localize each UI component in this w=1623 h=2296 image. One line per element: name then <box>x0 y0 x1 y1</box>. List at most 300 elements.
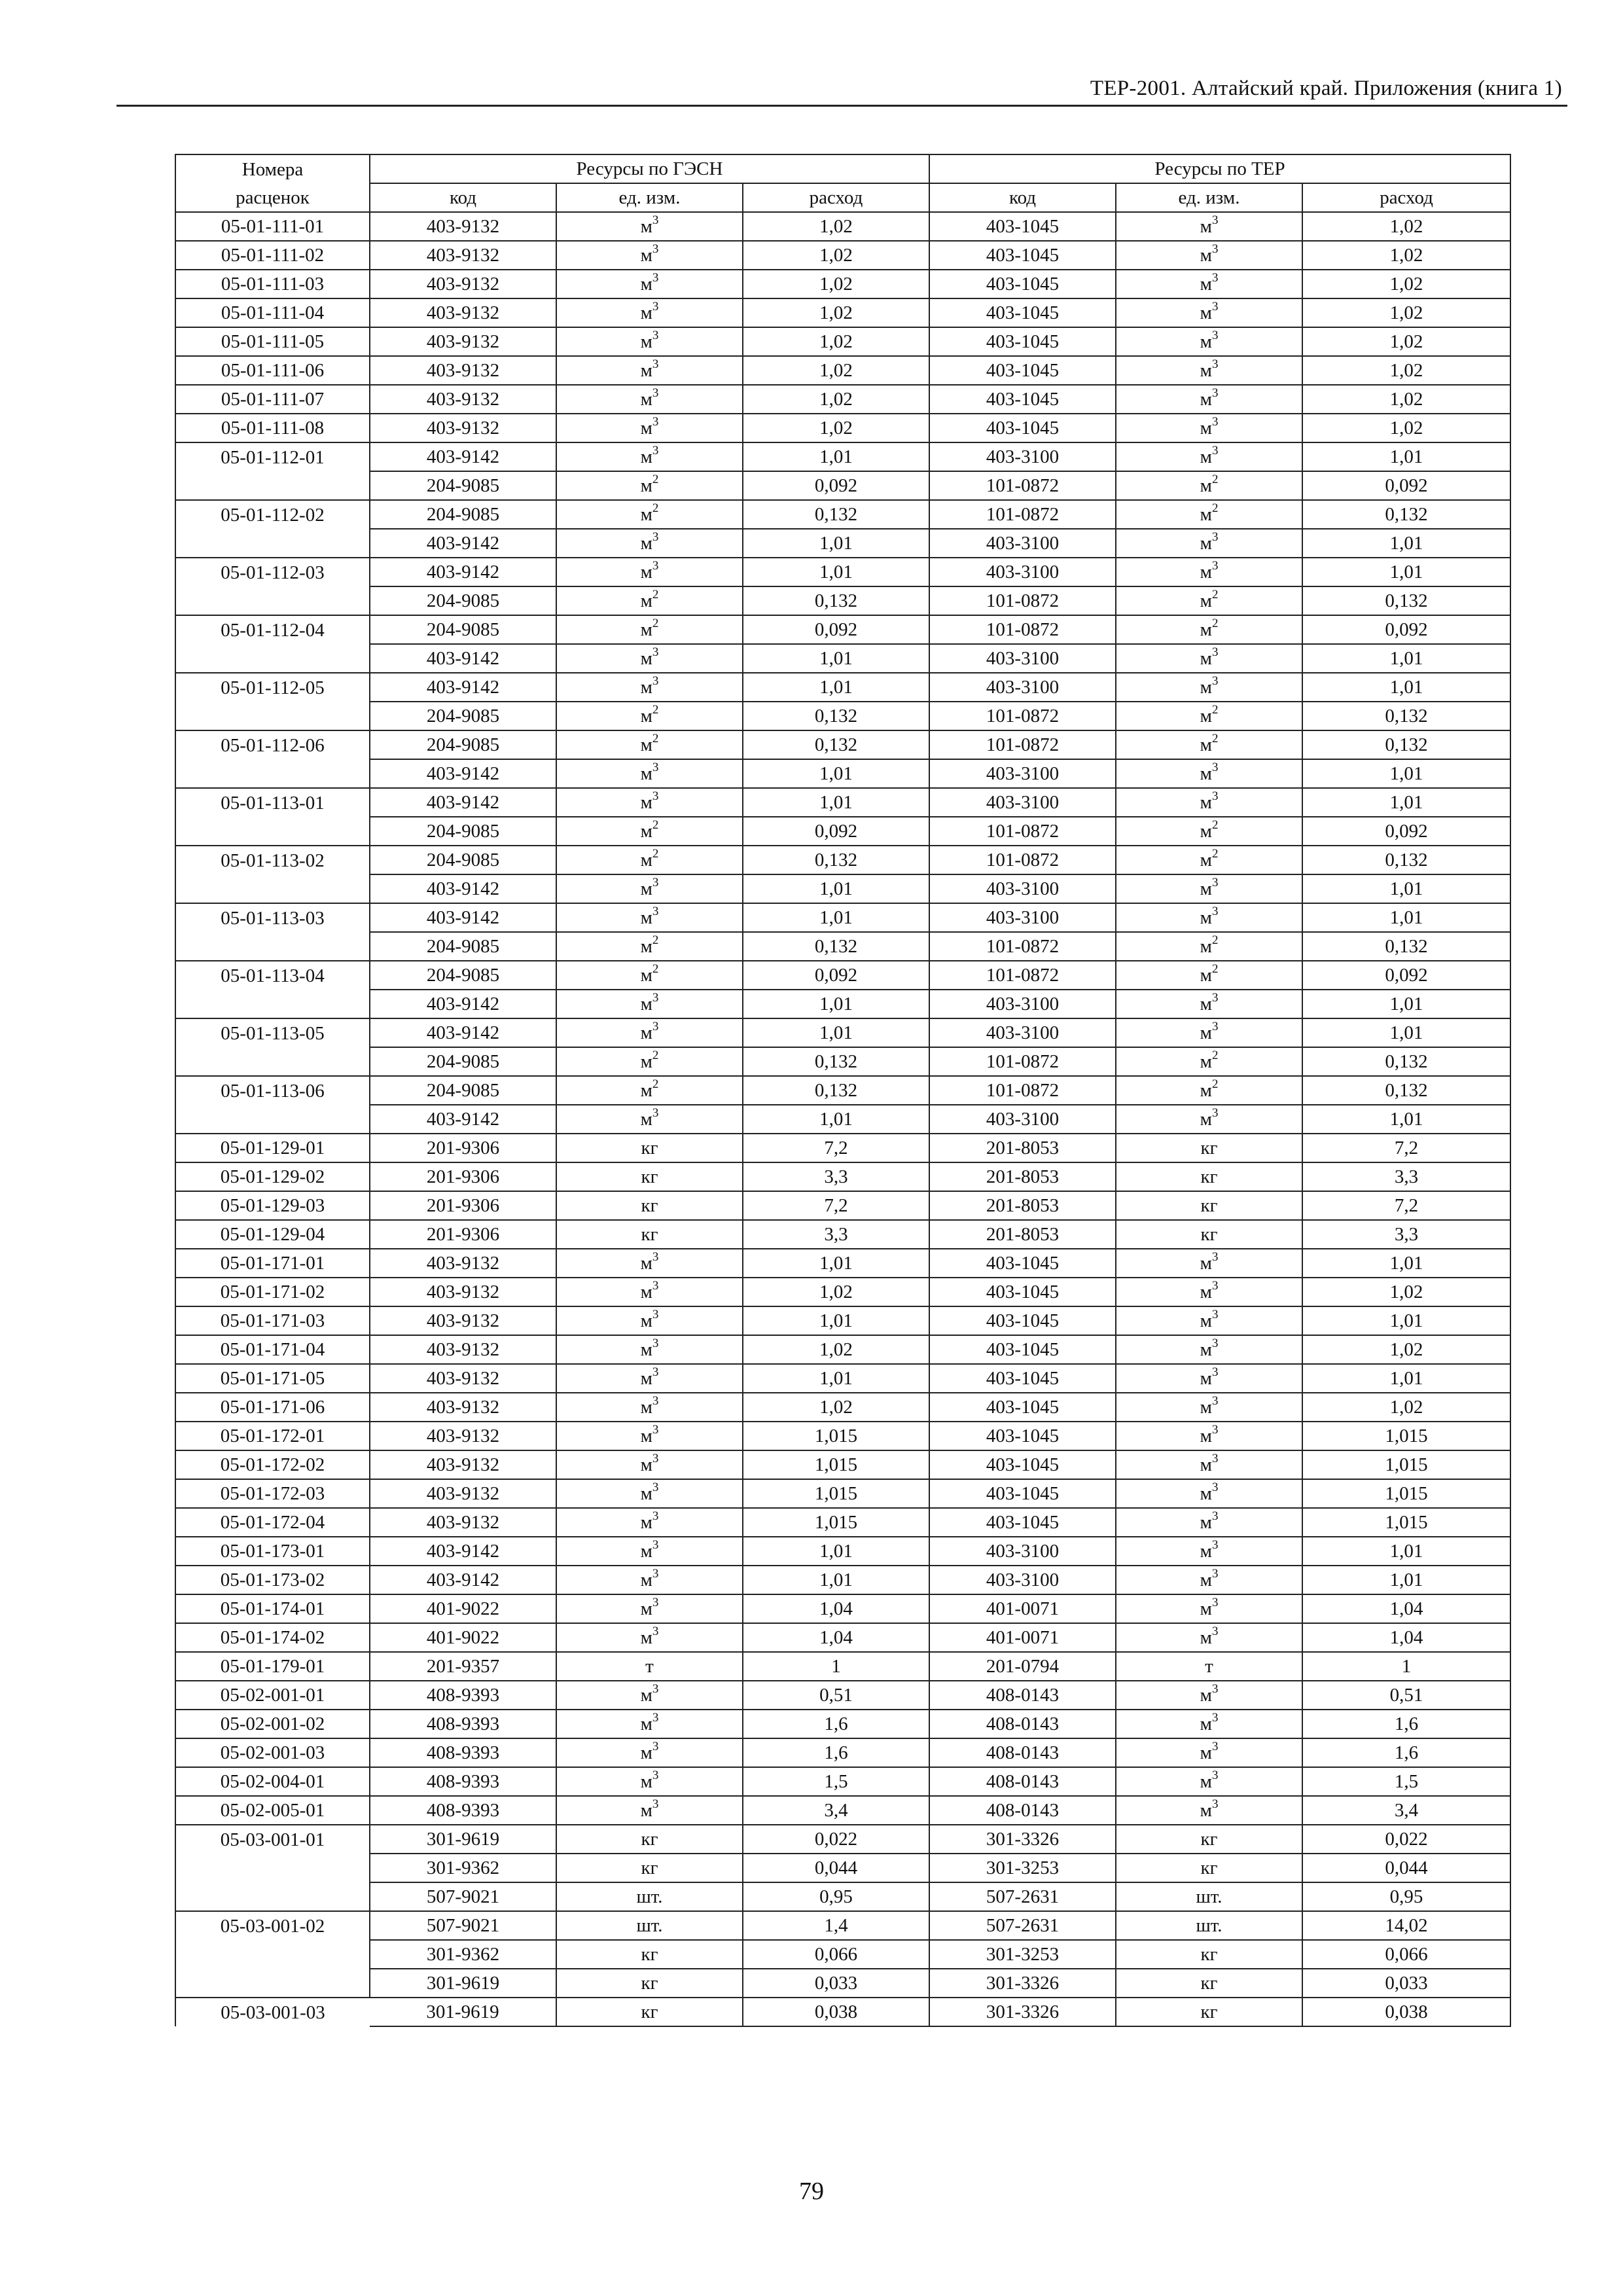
gesn-amount-cell: 0,092 <box>743 817 929 846</box>
table-row <box>175 1335 1510 1364</box>
ter-unit-cell: $м^3$ <box>1116 1450 1302 1479</box>
table-row <box>175 1162 1510 1191</box>
rate-number-cell <box>175 586 370 615</box>
rate-number-cell: 05-02-005-01 <box>175 1796 370 1825</box>
gesn-code-cell: 301-9619 <box>370 1998 556 2026</box>
gesn-amount-cell: 1,01 <box>743 1306 929 1335</box>
ter-amount-cell: 1,01 <box>1302 1306 1510 1335</box>
gesn-code-cell: 403-9142 <box>370 529 556 558</box>
gesn-amount-cell: 1,4 <box>743 1911 929 1940</box>
header-ter-unit: ед. изм. <box>1116 183 1302 212</box>
ter-amount-cell: 3,3 <box>1302 1220 1510 1249</box>
ter-code-cell: 101-0872 <box>929 932 1116 961</box>
ter-code-cell: 403-1045 <box>929 414 1116 442</box>
table-row <box>175 270 1510 298</box>
table-row <box>175 1854 1510 1882</box>
table-row <box>175 1594 1510 1623</box>
ter-unit-cell: $м^3$ <box>1116 1796 1302 1825</box>
rate-number-cell: 05-03-001-03 <box>175 1998 370 2026</box>
ter-unit-cell: $м^3$ <box>1116 788 1302 817</box>
ter-code-cell: 301-3326 <box>929 1998 1116 2026</box>
ter-code-cell: 403-1045 <box>929 1306 1116 1335</box>
gesn-amount-cell: 1,02 <box>743 414 929 442</box>
table-row <box>175 615 1510 644</box>
gesn-unit-cell: $м^2$ <box>556 500 743 529</box>
rate-number-cell: 05-01-112-05 <box>175 673 370 702</box>
gesn-unit-cell: $м^3$ <box>556 1594 743 1623</box>
gesn-unit-cell: $м^3$ <box>556 1681 743 1710</box>
ter-code-cell: 101-0872 <box>929 471 1116 500</box>
gesn-unit-cell: $м^3$ <box>556 414 743 442</box>
ter-unit-cell: $м^3$ <box>1116 1537 1302 1566</box>
ter-amount-cell: 0,132 <box>1302 932 1510 961</box>
rate-number-cell: 05-01-173-01 <box>175 1537 370 1566</box>
gesn-code-cell: 403-9132 <box>370 1278 556 1306</box>
rate-number-cell: 05-01-172-03 <box>175 1479 370 1508</box>
ter-unit-cell: $м^3$ <box>1116 1508 1302 1537</box>
table-row <box>175 1450 1510 1479</box>
gesn-code-cell: 201-9306 <box>370 1220 556 1249</box>
page-number: 79 <box>799 2178 824 2205</box>
gesn-unit-cell: $м^2$ <box>556 961 743 990</box>
gesn-unit-cell: $м^3$ <box>556 1364 743 1393</box>
header-group-ter: Ресурсы по ТЕР <box>929 154 1510 183</box>
rate-number-cell: 05-03-001-02 <box>175 1911 370 1940</box>
gesn-code-cell: 403-9142 <box>370 788 556 817</box>
table-row <box>175 471 1510 500</box>
ter-code-cell: 403-1045 <box>929 270 1116 298</box>
table-row <box>175 1940 1510 1969</box>
table-row <box>175 1393 1510 1422</box>
ter-unit-cell: $м^3$ <box>1116 414 1302 442</box>
gesn-amount-cell: 0,092 <box>743 615 929 644</box>
gesn-unit-cell: $м^3$ <box>556 1796 743 1825</box>
gesn-unit-cell: $м^3$ <box>556 1566 743 1594</box>
rate-number-cell <box>175 1969 370 1998</box>
gesn-amount-cell: 0,132 <box>743 586 929 615</box>
ter-code-cell: 101-0872 <box>929 817 1116 846</box>
ter-amount-cell: 0,51 <box>1302 1681 1510 1710</box>
gesn-unit-cell: $м^3$ <box>556 1738 743 1767</box>
gesn-unit-cell: $м^2$ <box>556 1047 743 1076</box>
ter-unit-cell: $м^3$ <box>1116 327 1302 356</box>
gesn-unit-cell: $м^3$ <box>556 1018 743 1047</box>
gesn-unit-cell: $м^3$ <box>556 1249 743 1278</box>
ter-amount-cell: 1,015 <box>1302 1422 1510 1450</box>
gesn-unit-cell: $м^3$ <box>556 356 743 385</box>
ter-code-cell: 403-1045 <box>929 1422 1116 1450</box>
rate-number-cell: 05-01-113-05 <box>175 1018 370 1047</box>
ter-amount-cell: 1,01 <box>1302 644 1510 673</box>
ter-unit-cell: $м^3$ <box>1116 644 1302 673</box>
gesn-code-cell: 403-9132 <box>370 1479 556 1508</box>
ter-code-cell: 403-1045 <box>929 356 1116 385</box>
gesn-code-cell: 403-9132 <box>370 414 556 442</box>
rate-number-cell: 05-01-172-02 <box>175 1450 370 1479</box>
rate-number-cell: 05-01-171-02 <box>175 1278 370 1306</box>
rate-number-cell: 05-01-171-03 <box>175 1306 370 1335</box>
gesn-amount-cell: 7,2 <box>743 1134 929 1162</box>
gesn-code-cell: 204-9085 <box>370 471 556 500</box>
ter-unit-cell: $м^3$ <box>1116 874 1302 903</box>
ter-unit-cell: кг <box>1116 1825 1302 1854</box>
gesn-amount-cell: 1,5 <box>743 1767 929 1796</box>
gesn-unit-cell: кг <box>556 1134 743 1162</box>
gesn-unit-cell: $м^3$ <box>556 1710 743 1738</box>
rate-number-cell: 05-02-001-02 <box>175 1710 370 1738</box>
gesn-code-cell: 403-9142 <box>370 1105 556 1134</box>
table-row <box>175 1825 1510 1854</box>
rate-number-cell: 05-01-111-01 <box>175 212 370 241</box>
gesn-unit-cell: $м^3$ <box>556 327 743 356</box>
ter-code-cell: 403-3100 <box>929 1566 1116 1594</box>
ter-unit-cell: $м^3$ <box>1116 673 1302 702</box>
ter-code-cell: 403-1045 <box>929 241 1116 270</box>
gesn-unit-cell: $м^3$ <box>556 673 743 702</box>
gesn-amount-cell: 0,092 <box>743 471 929 500</box>
ter-amount-cell: 0,95 <box>1302 1882 1510 1911</box>
rate-number-cell: 05-01-171-06 <box>175 1393 370 1422</box>
gesn-unit-cell: кг <box>556 1191 743 1220</box>
rate-number-cell: 05-01-111-06 <box>175 356 370 385</box>
ter-amount-cell: 0,044 <box>1302 1854 1510 1882</box>
gesn-code-cell: 403-9132 <box>370 1249 556 1278</box>
ter-unit-cell: $м^3$ <box>1116 385 1302 414</box>
ter-amount-cell: 0,132 <box>1302 1076 1510 1105</box>
ter-amount-cell: 0,132 <box>1302 702 1510 730</box>
ter-amount-cell: 1,01 <box>1302 990 1510 1018</box>
ter-code-cell: 403-1045 <box>929 1278 1116 1306</box>
table-row <box>175 673 1510 702</box>
table-row <box>175 1249 1510 1278</box>
ter-unit-cell: $м^2$ <box>1116 586 1302 615</box>
rate-number-cell: 05-03-001-01 <box>175 1825 370 1854</box>
gesn-code-cell: 403-9132 <box>370 1335 556 1364</box>
ter-code-cell: 403-1045 <box>929 327 1116 356</box>
ter-amount-cell: 1,02 <box>1302 241 1510 270</box>
table-row <box>175 874 1510 903</box>
ter-code-cell: 408-0143 <box>929 1738 1116 1767</box>
gesn-amount-cell: 1,01 <box>743 644 929 673</box>
ter-unit-cell: $м^3$ <box>1116 1278 1302 1306</box>
gesn-amount-cell: 1,01 <box>743 903 929 932</box>
gesn-unit-cell: $м^3$ <box>556 759 743 788</box>
ter-code-cell: 403-1045 <box>929 212 1116 241</box>
ter-unit-cell: $м^3$ <box>1116 1623 1302 1652</box>
table-row <box>175 1105 1510 1134</box>
gesn-amount-cell: 1,015 <box>743 1422 929 1450</box>
gesn-code-cell: 403-9142 <box>370 673 556 702</box>
gesn-amount-cell: 1,015 <box>743 1450 929 1479</box>
ter-code-cell: 201-0794 <box>929 1652 1116 1681</box>
rate-number-cell <box>175 1105 370 1134</box>
ter-amount-cell: 1,01 <box>1302 673 1510 702</box>
table-row <box>175 1652 1510 1681</box>
gesn-code-cell: 403-9132 <box>370 212 556 241</box>
gesn-amount-cell: 1,01 <box>743 1537 929 1566</box>
gesn-amount-cell: 1,01 <box>743 788 929 817</box>
rate-number-cell <box>175 1882 370 1911</box>
ter-amount-cell: 1,01 <box>1302 788 1510 817</box>
gesn-amount-cell: 1,02 <box>743 356 929 385</box>
ter-amount-cell: 1,01 <box>1302 1537 1510 1566</box>
ter-unit-cell: $м^3$ <box>1116 1594 1302 1623</box>
ter-unit-cell: $м^2$ <box>1116 730 1302 759</box>
ter-amount-cell: 1,01 <box>1302 1105 1510 1134</box>
ter-unit-cell: $м^3$ <box>1116 1335 1302 1364</box>
gesn-code-cell: 403-9142 <box>370 1018 556 1047</box>
gesn-unit-cell: $м^2$ <box>556 846 743 874</box>
gesn-amount-cell: 1,01 <box>743 558 929 586</box>
ter-unit-cell: кг <box>1116 1998 1302 2026</box>
table-row <box>175 1422 1510 1450</box>
rate-number-cell: 05-01-171-04 <box>175 1335 370 1364</box>
gesn-code-cell: 204-9085 <box>370 961 556 990</box>
ter-code-cell: 403-3100 <box>929 788 1116 817</box>
gesn-amount-cell: 1,02 <box>743 270 929 298</box>
ter-code-cell: 301-3326 <box>929 1969 1116 1998</box>
gesn-code-cell: 204-9085 <box>370 615 556 644</box>
ter-amount-cell: 0,092 <box>1302 471 1510 500</box>
ter-unit-cell: $м^3$ <box>1116 442 1302 471</box>
running-header <box>116 73 1567 107</box>
table-row <box>175 903 1510 932</box>
gesn-code-cell: 204-9085 <box>370 1047 556 1076</box>
table-row <box>175 356 1510 385</box>
table-row <box>175 1710 1510 1738</box>
rate-number-cell <box>175 529 370 558</box>
gesn-unit-cell: $м^3$ <box>556 990 743 1018</box>
gesn-code-cell: 403-9142 <box>370 874 556 903</box>
ter-code-cell: 101-0872 <box>929 586 1116 615</box>
gesn-unit-cell: $м^2$ <box>556 615 743 644</box>
gesn-amount-cell: 1,01 <box>743 442 929 471</box>
table-row <box>175 1998 1510 2026</box>
ter-code-cell: 101-0872 <box>929 1076 1116 1105</box>
table-row <box>175 1681 1510 1710</box>
gesn-code-cell: 204-9085 <box>370 1076 556 1105</box>
ter-unit-cell: $м^3$ <box>1116 759 1302 788</box>
gesn-code-cell: 204-9085 <box>370 846 556 874</box>
gesn-code-cell: 408-9393 <box>370 1767 556 1796</box>
gesn-amount-cell: 1,015 <box>743 1479 929 1508</box>
gesn-unit-cell: $м^3$ <box>556 212 743 241</box>
gesn-code-cell: 201-9357 <box>370 1652 556 1681</box>
gesn-code-cell: 403-9142 <box>370 903 556 932</box>
ter-unit-cell: $м^3$ <box>1116 903 1302 932</box>
gesn-code-cell: 204-9085 <box>370 500 556 529</box>
ter-amount-cell: 0,132 <box>1302 1047 1510 1076</box>
ter-code-cell: 403-3100 <box>929 644 1116 673</box>
ter-amount-cell: 1,01 <box>1302 442 1510 471</box>
rate-number-cell: 05-01-111-02 <box>175 241 370 270</box>
table-row <box>175 1220 1510 1249</box>
gesn-unit-cell: кг <box>556 1940 743 1969</box>
ter-code-cell: 201-8053 <box>929 1191 1116 1220</box>
ter-amount-cell: 3,4 <box>1302 1796 1510 1825</box>
rate-number-cell: 05-01-172-04 <box>175 1508 370 1537</box>
ter-code-cell: 403-1045 <box>929 1508 1116 1537</box>
gesn-code-cell: 403-9132 <box>370 1393 556 1422</box>
rate-number-cell: 05-01-111-05 <box>175 327 370 356</box>
ter-code-cell: 301-3326 <box>929 1825 1116 1854</box>
rate-number-cell: 05-01-174-02 <box>175 1623 370 1652</box>
table-row <box>175 1767 1510 1796</box>
gesn-code-cell: 403-9132 <box>370 1306 556 1335</box>
ter-code-cell: 101-0872 <box>929 961 1116 990</box>
ter-code-cell: 403-3100 <box>929 759 1116 788</box>
ter-amount-cell: 1,04 <box>1302 1623 1510 1652</box>
ter-amount-cell: 0,033 <box>1302 1969 1510 1998</box>
gesn-unit-cell: $м^3$ <box>556 270 743 298</box>
rate-number-cell: 05-01-112-04 <box>175 615 370 644</box>
ter-amount-cell: 1,6 <box>1302 1710 1510 1738</box>
ter-amount-cell: 1,01 <box>1302 1566 1510 1594</box>
gesn-amount-cell: 1,01 <box>743 529 929 558</box>
gesn-code-cell: 507-9021 <box>370 1882 556 1911</box>
rate-number-cell: 05-01-111-07 <box>175 385 370 414</box>
rate-number-cell: 05-01-111-03 <box>175 270 370 298</box>
gesn-code-cell: 403-9132 <box>370 1450 556 1479</box>
rate-number-cell: 05-01-113-04 <box>175 961 370 990</box>
ter-unit-cell: $м^3$ <box>1116 1249 1302 1278</box>
gesn-amount-cell: 0,132 <box>743 1076 929 1105</box>
gesn-unit-cell: $м^3$ <box>556 1422 743 1450</box>
ter-unit-cell: кг <box>1116 1134 1302 1162</box>
gesn-amount-cell: 0,092 <box>743 961 929 990</box>
rate-number-cell: 05-01-113-02 <box>175 846 370 874</box>
gesn-amount-cell: 1,01 <box>743 1249 929 1278</box>
table-row <box>175 1796 1510 1825</box>
ter-amount-cell: 1,02 <box>1302 327 1510 356</box>
gesn-code-cell: 408-9393 <box>370 1796 556 1825</box>
table-row <box>175 1278 1510 1306</box>
ter-unit-cell: $м^2$ <box>1116 817 1302 846</box>
ter-code-cell: 101-0872 <box>929 1047 1116 1076</box>
gesn-amount-cell: 1,6 <box>743 1710 929 1738</box>
table-body <box>175 212 1510 2026</box>
gesn-unit-cell: кг <box>556 1162 743 1191</box>
ter-amount-cell: 1,01 <box>1302 1249 1510 1278</box>
rate-number-cell <box>175 932 370 961</box>
table-row <box>175 990 1510 1018</box>
ter-amount-cell: 14,02 <box>1302 1911 1510 1940</box>
ter-amount-cell: 0,132 <box>1302 586 1510 615</box>
rate-number-cell: 05-01-129-04 <box>175 1220 370 1249</box>
ter-unit-cell: $м^3$ <box>1116 212 1302 241</box>
ter-amount-cell: 0,092 <box>1302 961 1510 990</box>
header-gesn-amount: расход <box>743 183 929 212</box>
gesn-code-cell: 301-9619 <box>370 1825 556 1854</box>
table-row <box>175 558 1510 586</box>
rate-number-cell: 05-01-113-03 <box>175 903 370 932</box>
gesn-amount-cell: 1,01 <box>743 759 929 788</box>
ter-code-cell: 403-3100 <box>929 1537 1116 1566</box>
gesn-code-cell: 403-9142 <box>370 759 556 788</box>
gesn-unit-cell: $м^3$ <box>556 1335 743 1364</box>
gesn-code-cell: 204-9085 <box>370 817 556 846</box>
ter-amount-cell: 1 <box>1302 1652 1510 1681</box>
gesn-code-cell: 403-9142 <box>370 990 556 1018</box>
header-ter-code: код <box>929 183 1116 212</box>
ter-code-cell: 301-3253 <box>929 1854 1116 1882</box>
gesn-amount-cell: 1,01 <box>743 1105 929 1134</box>
rate-number-cell <box>175 874 370 903</box>
gesn-code-cell: 204-9085 <box>370 730 556 759</box>
gesn-unit-cell: $м^3$ <box>556 1537 743 1566</box>
gesn-code-cell: 408-9393 <box>370 1681 556 1710</box>
gesn-amount-cell: 1,02 <box>743 212 929 241</box>
ter-unit-cell: $м^3$ <box>1116 270 1302 298</box>
ter-amount-cell: 7,2 <box>1302 1191 1510 1220</box>
ter-amount-cell: 1,01 <box>1302 1364 1510 1393</box>
table-row <box>175 241 1510 270</box>
table-row <box>175 1537 1510 1566</box>
ter-code-cell: 201-8053 <box>929 1220 1116 1249</box>
rate-number-cell: 05-01-113-06 <box>175 1076 370 1105</box>
rate-number-cell: 05-01-173-02 <box>175 1566 370 1594</box>
gesn-amount-cell: 1,02 <box>743 298 929 327</box>
table-row <box>175 1306 1510 1335</box>
gesn-unit-cell: $м^3$ <box>556 903 743 932</box>
gesn-amount-cell: 1,01 <box>743 874 929 903</box>
rate-number-cell: 05-01-112-02 <box>175 500 370 529</box>
ter-unit-cell: $м^2$ <box>1116 932 1302 961</box>
gesn-amount-cell: 1,01 <box>743 1018 929 1047</box>
rate-number-cell: 05-01-111-08 <box>175 414 370 442</box>
header-gesn-code: код <box>370 183 556 212</box>
gesn-unit-cell: $м^3$ <box>556 442 743 471</box>
table-row <box>175 1969 1510 1998</box>
rate-number-cell: 05-01-129-03 <box>175 1191 370 1220</box>
gesn-code-cell: 204-9085 <box>370 586 556 615</box>
ter-unit-cell: $м^2$ <box>1116 471 1302 500</box>
table-row <box>175 1738 1510 1767</box>
gesn-code-cell: 403-9142 <box>370 442 556 471</box>
ter-unit-cell: $м^2$ <box>1116 1076 1302 1105</box>
ter-unit-cell: кг <box>1116 1191 1302 1220</box>
ter-code-cell: 403-1045 <box>929 385 1116 414</box>
rate-number-cell: 05-01-113-01 <box>175 788 370 817</box>
rate-number-cell <box>175 1940 370 1969</box>
ter-amount-cell: 1,6 <box>1302 1738 1510 1767</box>
gesn-code-cell: 403-9132 <box>370 356 556 385</box>
gesn-code-cell: 401-9022 <box>370 1623 556 1652</box>
rate-number-cell <box>175 990 370 1018</box>
ter-code-cell: 403-1045 <box>929 1393 1116 1422</box>
ter-unit-cell: $м^3$ <box>1116 1422 1302 1450</box>
ter-code-cell: 403-1045 <box>929 1364 1116 1393</box>
gesn-unit-cell: $м^3$ <box>556 1450 743 1479</box>
gesn-amount-cell: 3,4 <box>743 1796 929 1825</box>
ter-code-cell: 408-0143 <box>929 1681 1116 1710</box>
gesn-amount-cell: 0,132 <box>743 702 929 730</box>
table-row <box>175 1018 1510 1047</box>
gesn-amount-cell: 0,132 <box>743 500 929 529</box>
ter-code-cell: 403-1045 <box>929 1249 1116 1278</box>
ter-unit-cell: т <box>1116 1652 1302 1681</box>
ter-code-cell: 101-0872 <box>929 730 1116 759</box>
gesn-amount-cell: 1,02 <box>743 385 929 414</box>
gesn-unit-cell: $м^2$ <box>556 730 743 759</box>
gesn-code-cell: 408-9393 <box>370 1738 556 1767</box>
ter-code-cell: 403-3100 <box>929 874 1116 903</box>
gesn-amount-cell: 0,022 <box>743 1825 929 1854</box>
gesn-amount-cell: 7,2 <box>743 1191 929 1220</box>
ter-code-cell: 403-3100 <box>929 673 1116 702</box>
gesn-unit-cell: шт. <box>556 1911 743 1940</box>
table-row <box>175 961 1510 990</box>
